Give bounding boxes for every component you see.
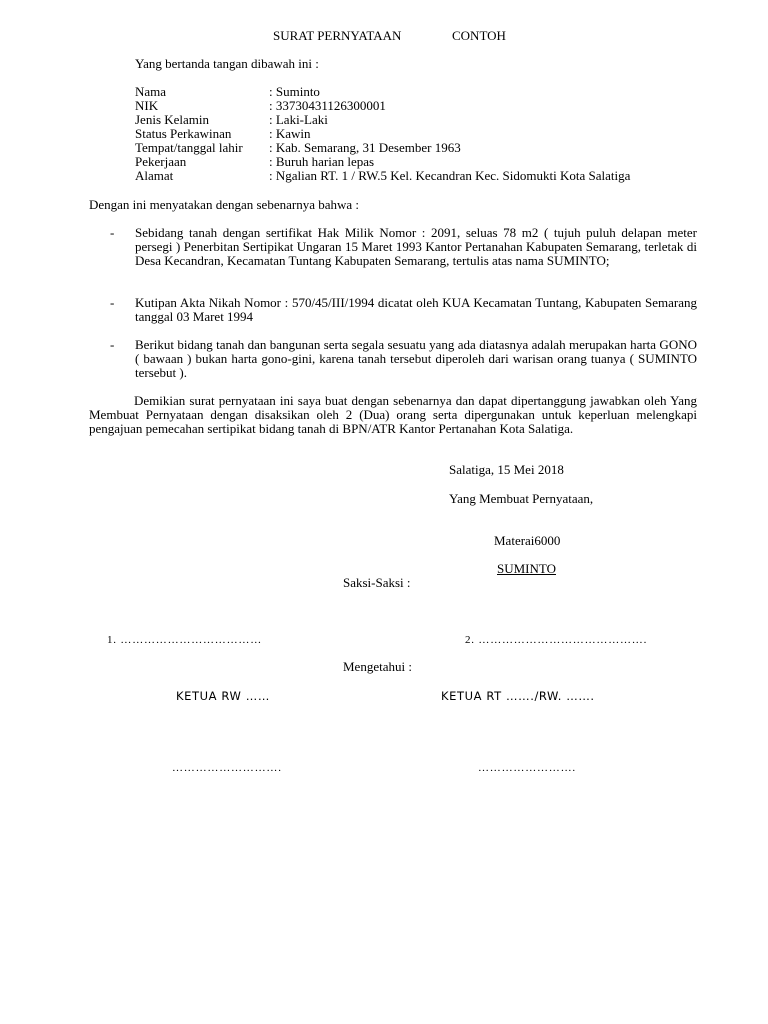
- identity-value: : Laki-Laki: [269, 112, 328, 127]
- identity-value: : Kawin: [269, 126, 311, 141]
- acknowledge-heading: Mengetahui :: [343, 659, 412, 674]
- witness-heading: Saksi-Saksi :: [343, 575, 411, 590]
- rw-signature-line: ……………………….: [172, 762, 282, 774]
- rt-signature-line: …………………….: [478, 762, 576, 774]
- rt-label: KETUA RT ……./RW. …….: [441, 689, 595, 703]
- signer-role: Yang Membuat Pernyataan,: [449, 491, 594, 506]
- identity-value: : Ngalian RT. 1 / RW.5 Kel. Kecandran Kec. Sidomukti Kota Salatiga: [269, 168, 631, 183]
- identity-label: NIK: [135, 98, 159, 113]
- title-text: SURAT PERNYATAAN: [273, 28, 402, 43]
- signer-name: SUMINTO: [497, 561, 556, 576]
- intro-line: Yang bertanda tangan dibawah ini :: [135, 56, 319, 71]
- closing-paragraph: Demikian surat pernyataan ini saya buat dengan sebenarnya dan dapat dipertanggung jawabkan oleh Yang Membuat Pernyataan dengan disaksikan oleh 2 (Dua) orang serta dipergunakan untuk keperluan melengkapi pengajuan pemecahan sertipikat bidang tanah di BPN/ATR Kantor Pertanahan Kota Salatiga.: [89, 393, 697, 436]
- identity-label: Nama: [135, 84, 167, 99]
- bullet-item-inheritance: Berikut bidang tanah dan bangunan serta segala sesuatu yang ada diatasnya adalah merupakan harta GONO ( bawaan ) bukan harta gono-gini, karena tanah tersebut diperoleh dari warisan orang tuanya ( SUMINTO tersebut ).: [135, 337, 697, 380]
- document-title: [273, 28, 506, 43]
- title-tag: CONTOH: [452, 28, 506, 43]
- identity-label: Status Perkawinan: [135, 126, 232, 141]
- identity-value: : 33730431126300001: [269, 98, 386, 113]
- identity-value: : Suminto: [269, 84, 320, 99]
- place-date: Salatiga, 15 Mei 2018: [449, 462, 564, 477]
- identity-value: : Kab. Semarang, 31 Desember 1963: [269, 140, 461, 155]
- bullet-dash: -: [110, 295, 115, 310]
- witness-two-line: 2. …………………………………….: [465, 634, 648, 646]
- bullet-item-marriage: Kutipan Akta Nikah Nomor : 570/45/III/1994 dicatat oleh KUA Kecamatan Tuntang, Kabupaten Semarang tanggal 03 Maret 1994: [135, 295, 697, 324]
- identity-label: Tempat/tanggal lahir: [135, 140, 243, 155]
- witness-one-line: 1. ………………………………: [107, 634, 262, 646]
- rw-label: KETUA RW ……: [176, 689, 270, 703]
- identity-value: : Buruh harian lepas: [269, 154, 375, 169]
- bullet-dash: -: [110, 225, 115, 240]
- identity-label: Pekerjaan: [135, 154, 187, 169]
- identity-label: Alamat: [135, 168, 174, 183]
- statement-intro: Dengan ini menyatakan dengan sebenarnya bahwa :: [89, 197, 360, 212]
- identity-label: Jenis Kelamin: [135, 112, 210, 127]
- bullet-item-land: Sebidang tanah dengan sertifikat Hak Milik Nomor : 2091, seluas 78 m2 ( tujuh puluh delapan meter persegi ) Penerbitan Sertipikat Ungaran 15 Maret 1993 Kantor Pertanahan Kabupaten Semarang, terletak di Desa Kecandran, Kecamatan Tuntang Kabupaten Semarang, tertulis atas nama SUMINTO;: [135, 225, 697, 268]
- bullet-dash: -: [110, 337, 115, 352]
- stamp-label: Materai6000: [494, 533, 561, 548]
